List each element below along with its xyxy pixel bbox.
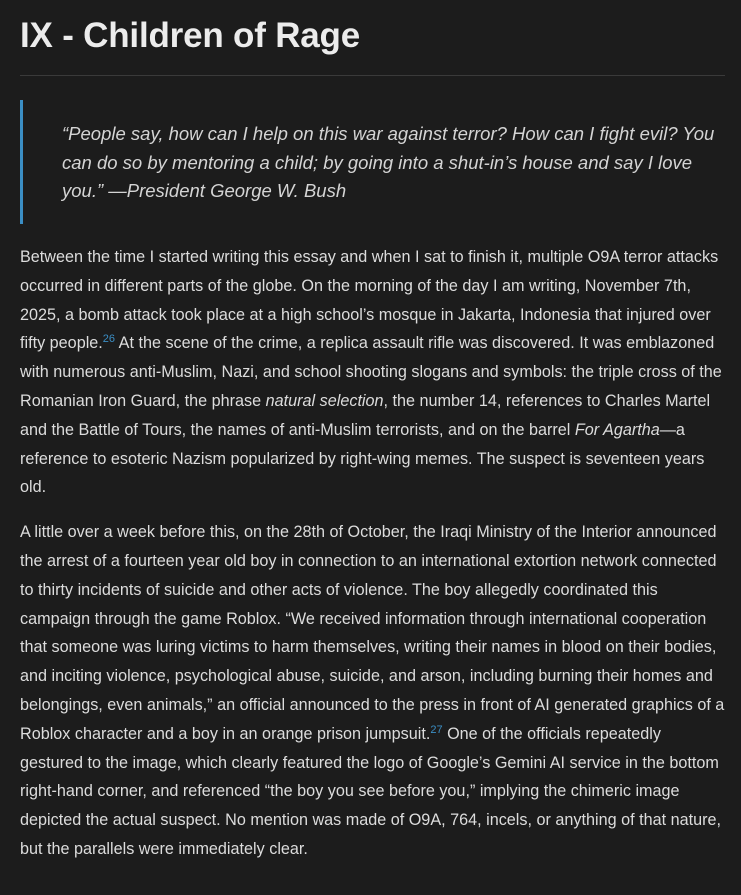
epigraph-quote: [20, 100, 725, 224]
quote-text: “People say, how can I help on this war against terror? How can I fight evil? You can do so by mentoring a child; by going into a shut-in’s house and say I love you.” —President George W. Bush: [62, 123, 715, 201]
footnote-ref-26[interactable]: 26: [102, 333, 116, 346]
para1-emphasis-1: natural selection: [265, 391, 384, 410]
para2-text-b: One of the officials repeatedly gestured to the image, which clearly featured the logo of Google’s Gemini AI service in the bottom right-hand corner, and referenced “the boy you see before you,” implying the chimeric image depicted the actual suspect. No mention was made of O9A, 764, incels, or anything of that nature, but the parallels were immediately clear.: [20, 724, 721, 858]
para2-text-a: A little over a week before this, on the 28th of October, the Iraqi Ministry of the Interior announced the arrest of a fourteen year old boy in connection to an international extortion network connected to thirty incidents of suicide and other acts of violence. The boy allegedly coordinated this campaign through the game Roblox. “We received information through international cooperation that someone was luring victims to harm themselves, writing their names in blood on their bodies, and inciting violence, psychological abuse, suicide, and arson, including burning their homes and belongings, even animals,” an official announced to the press in front of AI generated graphics of a Roblox character and a boy in an orange prison jumpsuit.: [20, 523, 725, 743]
body-paragraph-1: [20, 243, 725, 502]
footnote-ref-27[interactable]: 27: [430, 723, 443, 736]
body-paragraph-2: [20, 518, 725, 864]
para1-emphasis-2: For Agartha: [574, 420, 660, 439]
para1-text-a: Between the time I started writing this essay and when I sat to finish it, multiple O9A terror attacks occurred in different parts of the globe. On the morning of the day I am writing, November 7th, 2025, a bomb attack took place at a high school’s mosque in Jakarta, Indonesia that injured over fifty people.: [20, 248, 719, 353]
title-divider: [20, 75, 725, 76]
para1-text-d: —a reference to esoteric Nazism popularized by right-wing memes. The suspect is seventeen years old.: [20, 420, 705, 497]
page-title: IX - Children of Rage: [20, 16, 360, 55]
article: [20, 0, 725, 864]
para1-text-b: At the scene of the crime, a replica assault rifle was discovered. It was emblazoned with numerous anti-Muslim, Nazi, and school shooting slogans and symbols: the triple cross of the Romanian Iron Guard, the phrase: [20, 334, 722, 410]
para1-text-c: , the number 14, references to Charles Martel and the Battle of Tours, the names of anti-Muslim terrorists, and on the barrel: [20, 391, 711, 439]
